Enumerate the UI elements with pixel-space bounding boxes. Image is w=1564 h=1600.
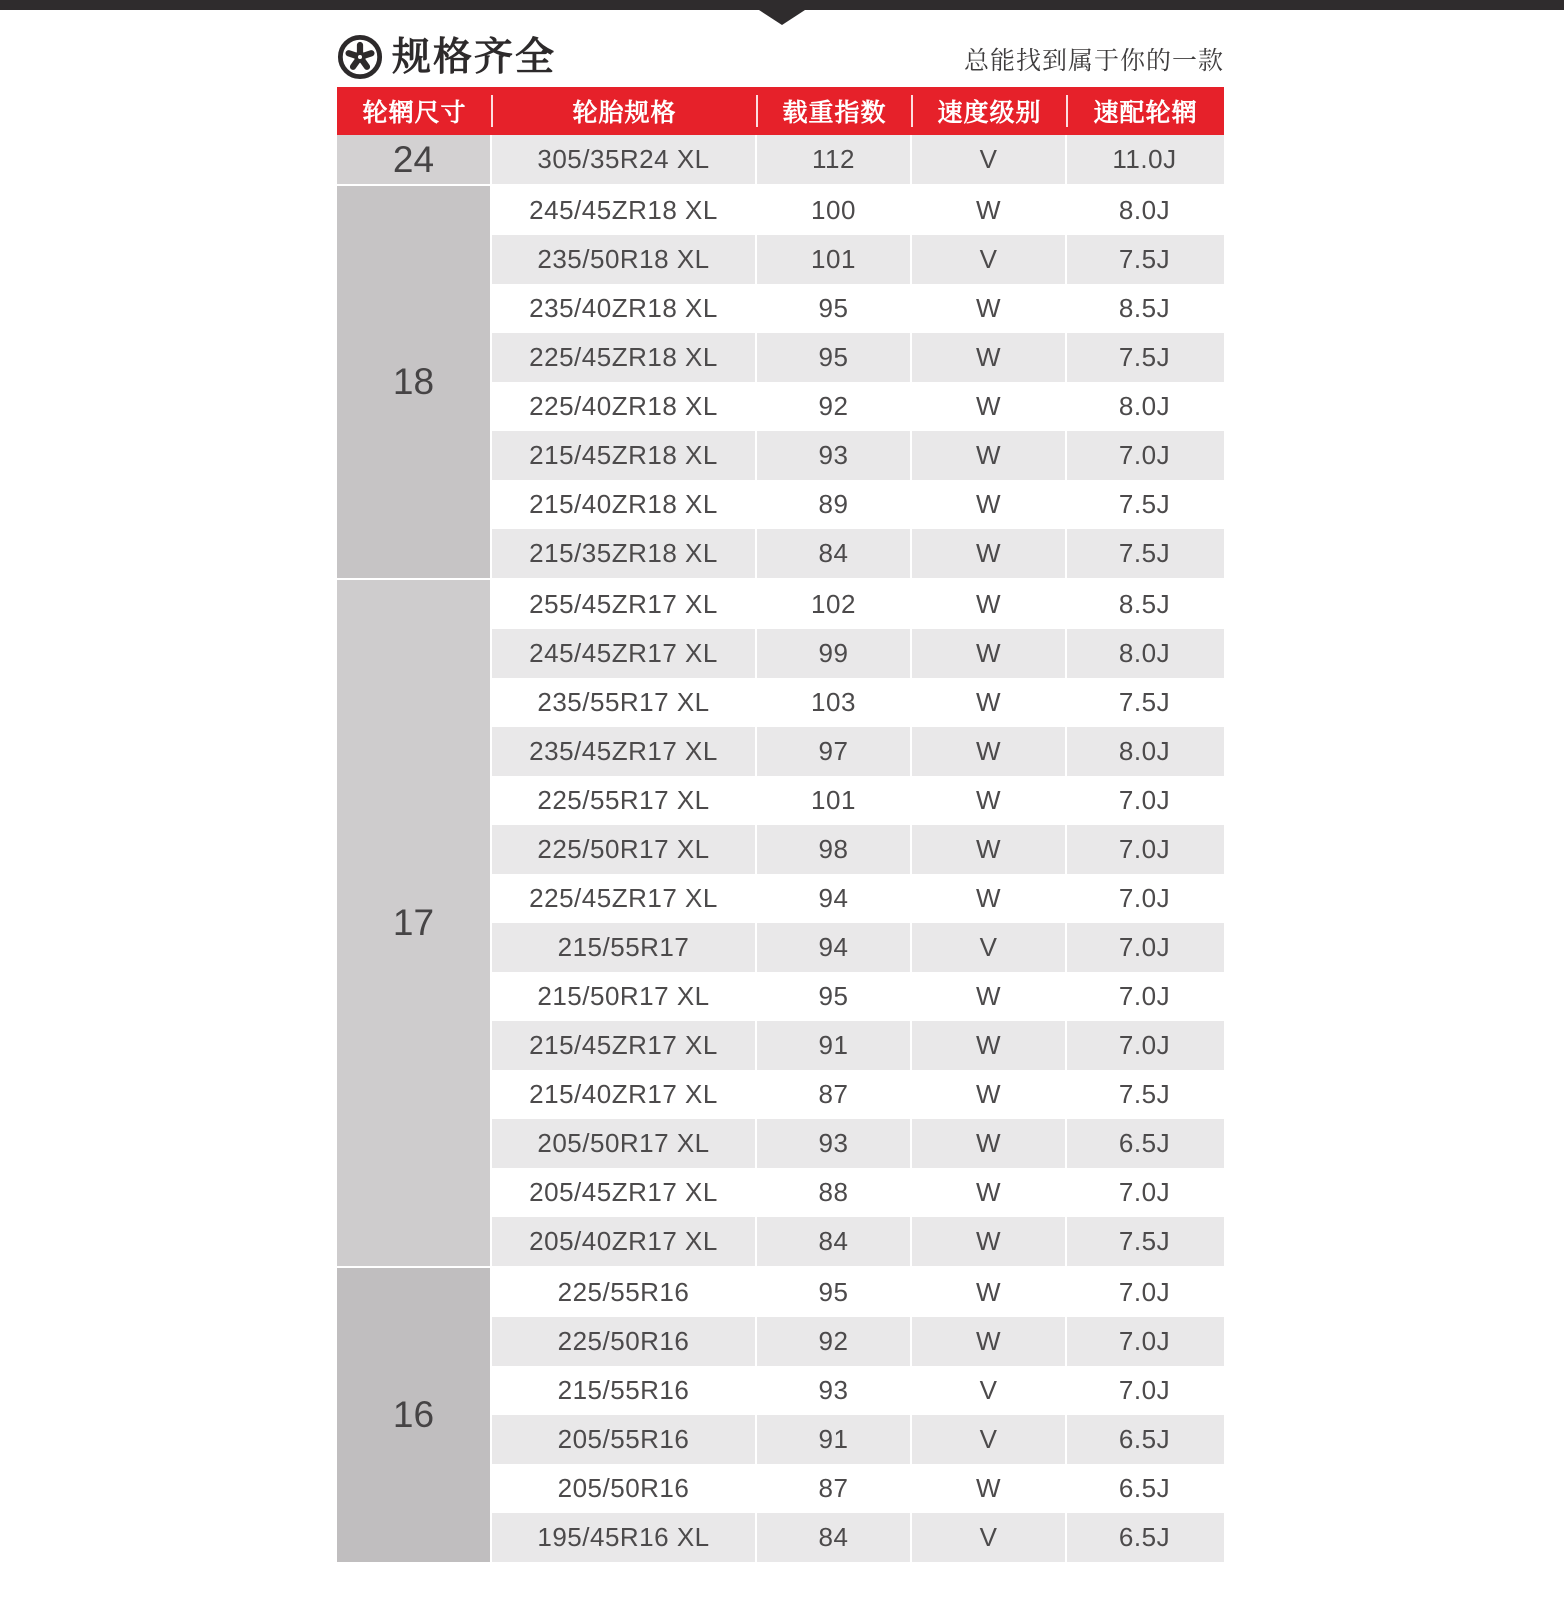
cell-rim-match: 7.5J [1065,1070,1222,1119]
cell-load-index: 87 [755,1070,910,1119]
cell-tire-spec: 205/50R16 [557,1473,690,1503]
cell-load-index: 84 [755,1217,910,1266]
cell-tire-spec: 205/45ZR17 XL [529,1177,718,1207]
cell-rim-match: 7.0J [1065,825,1222,874]
cell-tire-spec: 225/55R16 [557,1277,690,1307]
wheel-icon [337,34,383,80]
table-row [492,1366,1224,1415]
cell-load-index: 91 [755,1021,910,1070]
cell-load-index: 97 [755,727,910,776]
cell-rim-match: 7.0J [1065,1317,1222,1366]
table-body [337,135,1224,1562]
cell-tire-spec: 215/40ZR17 XL [529,1079,718,1109]
cell-tire-spec: 205/55R16 [557,1424,690,1454]
cell-tire-spec: 235/50R18 XL [537,244,710,274]
cell-load-index: 84 [755,529,910,578]
table-row [492,580,1224,629]
cell-speed-rating: W [910,972,1065,1021]
rim-group-24 [337,135,1224,184]
cell-speed-rating: W [910,529,1065,578]
table-row [492,333,1224,382]
cell-speed-rating: W [910,284,1065,333]
cell-tire-spec: 255/45ZR17 XL [529,589,718,619]
cell-tire-spec: 215/50R17 XL [537,981,710,1011]
cell-speed-rating: W [910,678,1065,727]
spec-section [337,30,1224,1562]
cell-tire-spec: 225/55R17 XL [537,785,710,815]
cell-tire-spec: 225/45ZR18 XL [529,342,718,372]
cell-load-index: 92 [755,1317,910,1366]
page-title: 规格齐全 [392,35,557,79]
page-subtitle: 总能找到属于你的一款 [963,47,1224,75]
cell-load-index: 99 [755,629,910,678]
cell-speed-rating: W [910,629,1065,678]
table-row [492,1217,1224,1266]
cell-load-index: 93 [755,431,910,480]
cell-speed-rating: W [910,1168,1065,1217]
cell-load-index: 95 [755,972,910,1021]
table-row [492,972,1224,1021]
table-row [492,1317,1224,1366]
cell-speed-rating: W [910,333,1065,382]
cell-tire-spec: 225/40ZR18 XL [529,391,718,421]
cell-load-index: 92 [755,382,910,431]
cell-tire-spec: 215/45ZR17 XL [529,1030,718,1060]
table-row [492,1268,1224,1317]
rim-group-16 [337,1268,1224,1562]
cell-rim-match: 6.5J [1065,1119,1222,1168]
cell-rim-match: 7.0J [1065,1366,1222,1415]
table-row [492,284,1224,333]
header-cell-rim-size: 轮辋尺寸 [362,99,467,127]
triangle-down-icon [759,10,805,25]
cell-load-index: 102 [755,580,910,629]
cell-rim-match: 7.0J [1065,1168,1222,1217]
cell-rim-match: 7.0J [1065,1268,1222,1317]
cell-tire-spec: 225/50R17 XL [537,834,710,864]
cell-tire-spec: 205/50R17 XL [537,1128,710,1158]
cell-speed-rating: W [910,1464,1065,1513]
cell-load-index: 103 [755,678,910,727]
table-row [492,874,1224,923]
rim-group-rows [492,135,1224,184]
cell-tire-spec: 245/45ZR17 XL [529,638,718,668]
cell-rim-match: 8.0J [1065,186,1222,235]
cell-tire-spec: 235/45ZR17 XL [529,736,718,766]
cell-speed-rating: V [910,135,1065,184]
cell-tire-spec: 235/40ZR18 XL [529,293,718,323]
cell-tire-spec: 225/45ZR17 XL [529,883,718,913]
cell-load-index: 88 [755,1168,910,1217]
cell-speed-rating: V [910,1513,1065,1562]
table-row [492,678,1224,727]
cell-speed-rating: W [910,382,1065,431]
cell-speed-rating: W [910,186,1065,235]
cell-load-index: 98 [755,825,910,874]
cell-load-index: 91 [755,1415,910,1464]
table-row [492,382,1224,431]
cell-load-index: 89 [755,480,910,529]
cell-tire-spec: 225/50R16 [557,1326,690,1356]
cell-rim-match: 7.0J [1065,923,1222,972]
cell-speed-rating: W [910,1217,1065,1266]
header-cell-load-index: 载重指数 [757,87,912,135]
cell-load-index: 112 [755,135,910,184]
table-header-row [337,87,1224,135]
cell-rim-match: 7.0J [1065,776,1222,825]
cell-speed-rating: W [910,825,1065,874]
spec-table [337,87,1224,1562]
table-row [492,727,1224,776]
rim-group-18 [337,186,1224,578]
cell-speed-rating: W [910,1021,1065,1070]
cell-load-index: 101 [755,776,910,825]
rim-group-rows [492,186,1224,578]
cell-tire-spec: 205/40ZR17 XL [529,1226,718,1256]
cell-tire-spec: 195/45R16 XL [537,1522,710,1552]
cell-speed-rating: W [910,431,1065,480]
cell-rim-match: 8.5J [1065,580,1222,629]
header-cell-rim-match: 速配轮辋 [1067,87,1224,135]
rim-size-cell: 16 [337,1268,492,1562]
cell-tire-spec: 215/35ZR18 XL [529,538,718,568]
cell-speed-rating: W [910,776,1065,825]
cell-rim-match: 7.5J [1065,678,1222,727]
cell-speed-rating: W [910,1317,1065,1366]
table-row [492,529,1224,578]
cell-speed-rating: V [910,1366,1065,1415]
table-row [492,480,1224,529]
cell-rim-match: 7.5J [1065,480,1222,529]
cell-speed-rating: V [910,1415,1065,1464]
rim-size-cell: 17 [337,580,492,1266]
cell-rim-match: 7.5J [1065,1217,1222,1266]
cell-tire-spec: 215/55R16 [557,1375,690,1405]
table-row [492,629,1224,678]
table-row [492,1464,1224,1513]
table-row [492,825,1224,874]
cell-speed-rating: W [910,1070,1065,1119]
table-row [492,235,1224,284]
header-cell-speed-rating: 速度级别 [912,87,1067,135]
cell-rim-match: 6.5J [1065,1415,1222,1464]
table-row [492,923,1224,972]
cell-load-index: 93 [755,1119,910,1168]
rim-size-cell: 18 [337,186,492,578]
cell-rim-match: 6.5J [1065,1513,1222,1562]
table-row [492,1415,1224,1464]
cell-rim-match: 8.0J [1065,382,1222,431]
cell-rim-match: 7.5J [1065,333,1222,382]
cell-tire-spec: 215/45ZR18 XL [529,440,718,470]
table-row [492,776,1224,825]
cell-rim-match: 7.0J [1065,431,1222,480]
table-row [492,1070,1224,1119]
cell-speed-rating: W [910,1268,1065,1317]
table-row [492,431,1224,480]
rim-group-17 [337,580,1224,1266]
cell-load-index: 93 [755,1366,910,1415]
table-row [492,1168,1224,1217]
cell-speed-rating: V [910,235,1065,284]
cell-load-index: 95 [755,1268,910,1317]
cell-tire-spec: 235/55R17 XL [537,687,710,717]
table-row [492,186,1224,235]
cell-tire-spec: 215/55R17 [557,932,690,962]
cell-rim-match: 7.0J [1065,972,1222,1021]
cell-rim-match: 7.5J [1065,529,1222,578]
cell-rim-match: 6.5J [1065,1464,1222,1513]
cell-load-index: 84 [755,1513,910,1562]
cell-rim-match: 7.0J [1065,874,1222,923]
cell-speed-rating: W [910,874,1065,923]
cell-load-index: 101 [755,235,910,284]
table-row [492,1021,1224,1070]
cell-load-index: 95 [755,333,910,382]
cell-load-index: 100 [755,186,910,235]
cell-load-index: 94 [755,874,910,923]
cell-tire-spec: 305/35R24 XL [537,144,710,174]
rim-group-rows [492,1268,1224,1562]
cell-load-index: 87 [755,1464,910,1513]
cell-speed-rating: W [910,480,1065,529]
title-band [337,30,1224,80]
cell-rim-match: 7.0J [1065,1021,1222,1070]
cell-rim-match: 7.5J [1065,235,1222,284]
cell-speed-rating: W [910,580,1065,629]
rim-size-cell: 24 [337,135,492,184]
table-row [492,1119,1224,1168]
cell-rim-match: 11.0J [1065,135,1222,184]
cell-load-index: 94 [755,923,910,972]
cell-tire-spec: 245/45ZR18 XL [529,195,718,225]
cell-speed-rating: W [910,1119,1065,1168]
cell-load-index: 95 [755,284,910,333]
header-cell-tire-spec: 轮胎规格 [492,87,757,135]
cell-speed-rating: V [910,923,1065,972]
table-row [492,1513,1224,1562]
table-row [492,135,1224,184]
top-bar [0,0,1564,10]
cell-rim-match: 8.0J [1065,629,1222,678]
cell-speed-rating: W [910,727,1065,776]
cell-rim-match: 8.0J [1065,727,1222,776]
cell-tire-spec: 215/40ZR18 XL [529,489,718,519]
rim-group-rows [492,580,1224,1266]
cell-rim-match: 8.5J [1065,284,1222,333]
